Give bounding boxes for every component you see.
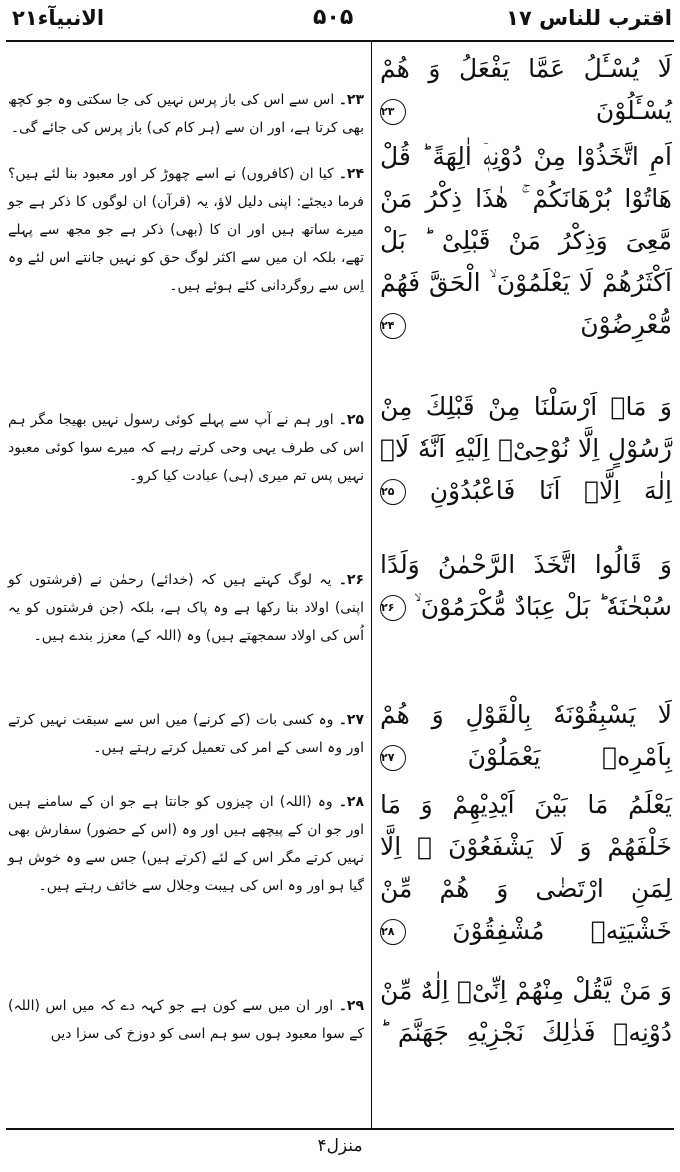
translation-number: ۲۵۔ (338, 412, 364, 428)
footer-rule (6, 1128, 674, 1130)
ayah-text: لَا يَسْبِقُوْنَهٗ بِالْقَوْلِ وَ هُمْ بِاَمْرِهٖ يَعْمَلُوْنَ (380, 700, 672, 771)
translation-number: ۲۸۔ (338, 794, 364, 810)
ayah-23 (380, 48, 672, 132)
translation-23 (8, 86, 364, 142)
translation-25 (8, 406, 364, 490)
translation-number: ۲۳۔ (338, 92, 364, 108)
translation-number: ۲۶۔ (338, 572, 365, 588)
ayah-28 (380, 784, 672, 952)
page-number: ۵۰۵ (313, 5, 354, 30)
translation-text: اس سے اس کی باز پرس نہیں کی جا سکتی وہ جو کچھ بھی کرتا ہے، اور ان سے (ہر کام کی) باز پرس کی جائے گی۔ (7, 92, 364, 136)
ayah-text: يَعْلَمُ مَا بَيْنَ اَيْدِيْهِمْ وَ مَا خَلْفَهُمْ وَ لَا يَشْفَعُوْنَ ۙ اِلَّا لِمَنِ ارْتَضٰى وَ هُمْ مِّنْ خَشْيَتِهٖ مُشْفِقُوْنَ (380, 790, 672, 945)
ayah-number-marker: ۲۵ (380, 479, 406, 505)
ayah-number-marker: ۲۷ (380, 745, 406, 771)
ayah-number-marker: ۲۳ (380, 99, 406, 125)
para-name: اقترب للناس ۱۷ (506, 6, 672, 30)
translation-text: وہ کسی بات (کے کرنے) میں اس سے سبقت نہیں کرتے اور وہ اسی کے امر کی تعمیل کرتے رہتے ہیں۔ (8, 712, 364, 756)
ayah-26 (380, 544, 672, 628)
ayah-24 (380, 136, 672, 346)
translation-text: یہ لوگ کہتے ہیں کہ (خدائے) رحمٰن نے (فرشتوں کو اپنی) اولاد بنا رکھا ہے وہ پاک ہے، بلکہ (جن فرشتوں کو یہ اُس کی اولاد سمجھتے ہیں) وہ (اللہ کے) معزز بندے ہیں۔ (8, 572, 364, 644)
ayah-29 (380, 970, 672, 1054)
translation-number: ۲۴۔ (338, 166, 364, 182)
translation-number: ۲۷۔ (338, 712, 364, 728)
translation-text: کیا ان (کافروں) نے اسے چھوڑ کر اور معبود بنا لئے ہیں؟ فرما دیجئے: اپنی دلیل لاؤ، یہ (قرآن) ان لوگوں کا ذکر ہے جو میرے ساتھ ہیں اور ان کا (بھی) ذکر ہے جو مجھ سے پہلے تھے، بلکہ ان میں سے اکثر لوگ حق کو نہیں جانتے اس لئے وہ اِس سے روگردانی کئے ہوئے ہیں۔ (8, 166, 364, 294)
translation-29 (8, 992, 364, 1048)
ayah-text: لَا يُسْـَٔلُ عَمَّا يَفْعَلُ وَ هُمْ يُسْـَٔلُوْنَ (380, 54, 672, 125)
translation-24 (8, 160, 364, 300)
ayah-25 (380, 386, 672, 512)
ayah-number-marker: ۲۴ (380, 313, 406, 339)
translation-27 (8, 706, 364, 762)
surah-name: الانبیآء۲۱ (12, 6, 105, 30)
translation-26 (8, 566, 364, 650)
ayah-number-marker: ۲۸ (380, 919, 406, 945)
ayah-27 (380, 694, 672, 778)
ayah-number-marker: ۲۶ (380, 595, 406, 621)
ayah-text: وَ مَاۤ اَرْسَلْنَا مِنْ قَبْلِكَ مِنْ رَّسُوْلٍ اِلَّا نُوْحِیْۤ اِلَيْهِ اَنَّهٗ لَاۤ اِلٰهَ اِلَّاۤ اَنَا فَاعْبُدُوْنِ (380, 392, 672, 505)
translation-number: ۲۹۔ (338, 998, 364, 1014)
header-rule (6, 40, 674, 42)
translation-28 (8, 788, 364, 900)
translation-text: وہ (اللہ) ان چیزوں کو جانتا ہے جو ان کے سامنے ہیں اور جو ان کے پیچھے ہیں اور وہ (اس کے حضور) سفارش بھی نہیں کرتے مگر اس کے لئے (کرتے ہیں) جس سے وہ خوش ہو گیا ہو اور وہ اس کی ہیبت وجلال سے خائف رہتے ہیں۔ (8, 794, 364, 894)
ayah-text: اَمِ اتَّخَذُوْا مِنْ دُوْنِهٖۤ اٰلِهَةً ؕ قُلْ هَاتُوْا بُرْهَانَكُمْ ۚ هٰذَا ذِكْرُ مَنْ مَّعِیَ وَذِكْرُ مَنْ قَبْلِیْ ؕ بَلْ اَكْثَرُهُمْ لَا يَعْلَمُوْنَ ۙ الْحَقَّ فَهُمْ مُّعْرِضُوْنَ (380, 142, 672, 339)
column-divider (371, 40, 372, 1128)
ayah-text: وَ قَالُوا اتَّخَذَ الرَّحْمٰنُ وَلَدًا سُبْحٰنَهٗ ؕ بَلْ عِبَادٌ مُّكْرَمُوْنَ ۙ (380, 550, 672, 621)
translation-text: اور ہم نے آپ سے پہلے کوئی رسول نہیں بھیجا مگر ہم اس کی طرف یہی وحی کرتے رہے کہ میرے سوا کوئی معبود نہیں پس تم میری (ہی) عبادت کیا کرو۔ (8, 412, 364, 484)
ayah-text: وَ مَنْ يَّقُلْ مِنْهُمْ اِنِّیْۤ اِلٰهٌ مِّنْ دُوْنِهٖ فَذٰلِكَ نَجْزِيْهِ جَهَنَّمَ ؕ (380, 976, 672, 1047)
translation-text: اور ان میں سے کون ہے جو کہہ دے کہ میں اس (اللہ) کے سوا معبود ہوں سو ہم اسی کو دوزخ کی سزا دیں (8, 998, 364, 1042)
manzil-label: منزل۴ (317, 1136, 363, 1156)
